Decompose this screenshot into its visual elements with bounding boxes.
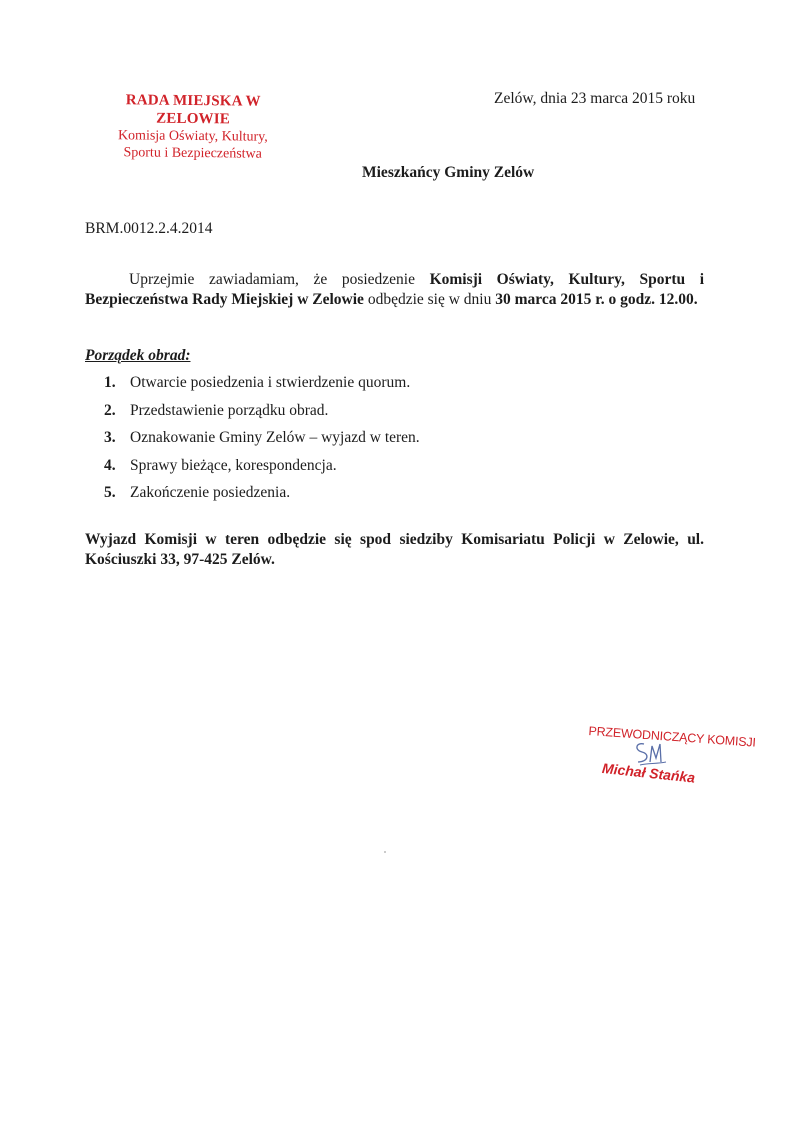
committee-name: Komisji Oświaty, Kultury, Sportu i Bezpieczeństwa Rady Miejskiej w Zelowie [85, 271, 705, 308]
notice-paragraph [85, 270, 704, 310]
agenda-item [104, 484, 420, 512]
scan-speck [384, 851, 386, 853]
agenda-item [104, 457, 420, 485]
agenda-list [104, 374, 420, 512]
agenda-item-number: 3. [104, 429, 116, 446]
agenda-item-text: Otwarcie posiedzenia i stwierdzenie quorum. [130, 374, 411, 391]
stamp-committee-line2: Sportu i Bezpieczeństwa [123, 145, 263, 162]
council-stamp [90, 91, 297, 163]
agenda-item [104, 429, 420, 457]
stamp-council-name: RADA MIEJSKA W ZELOWIE [125, 92, 261, 128]
departure-notice: Wyjazd Komisji w teren odbędzie się spod siedziby Komisariatu Policji w Zelowie, ul. Kościuszki 33, 97-425 Zelów. [85, 531, 704, 568]
meeting-datetime: 30 marca 2015 r. o godz. 12.00. [495, 291, 698, 308]
stamp-committee-line1: Komisja Oświaty, Kultury, [117, 128, 268, 145]
agenda-item-number: 2. [104, 401, 116, 419]
agenda-item [104, 402, 420, 430]
document-date: Zelów, dnia 23 marca 2015 roku [494, 90, 696, 107]
agenda-title: Porządek obrad: [85, 347, 191, 364]
agenda-item-text: Oznakowanie Gminy Zelów – wyjazd w teren. [130, 429, 420, 446]
notice-text-1: Uprzejmie zawiadamiam, że posiedzenie [129, 271, 430, 288]
agenda-item-text: Zakończenie posiedzenia. [130, 484, 291, 501]
reference-number: BRM.0012.2.4.2014 [85, 220, 213, 237]
signatory-name: Michał Stańka [601, 760, 696, 786]
agenda-item [104, 374, 420, 402]
notice-text-2: odbędzie się w dniu [363, 291, 496, 308]
chairman-signature-stamp [585, 718, 757, 800]
agenda-item-number: 1. [104, 374, 116, 391]
agenda-item-text: Sprawy bieżące, korespondencja. [130, 456, 337, 474]
signature-title: PRZEWODNICZĄCY KOMISJI [588, 724, 757, 750]
agenda-item-text: Przedstawienie porządku obrad. [130, 401, 329, 419]
addressee: Mieszkańcy Gminy Zelów [362, 164, 535, 181]
agenda-item-number: 5. [104, 484, 116, 501]
agenda-item-number: 4. [104, 456, 116, 474]
